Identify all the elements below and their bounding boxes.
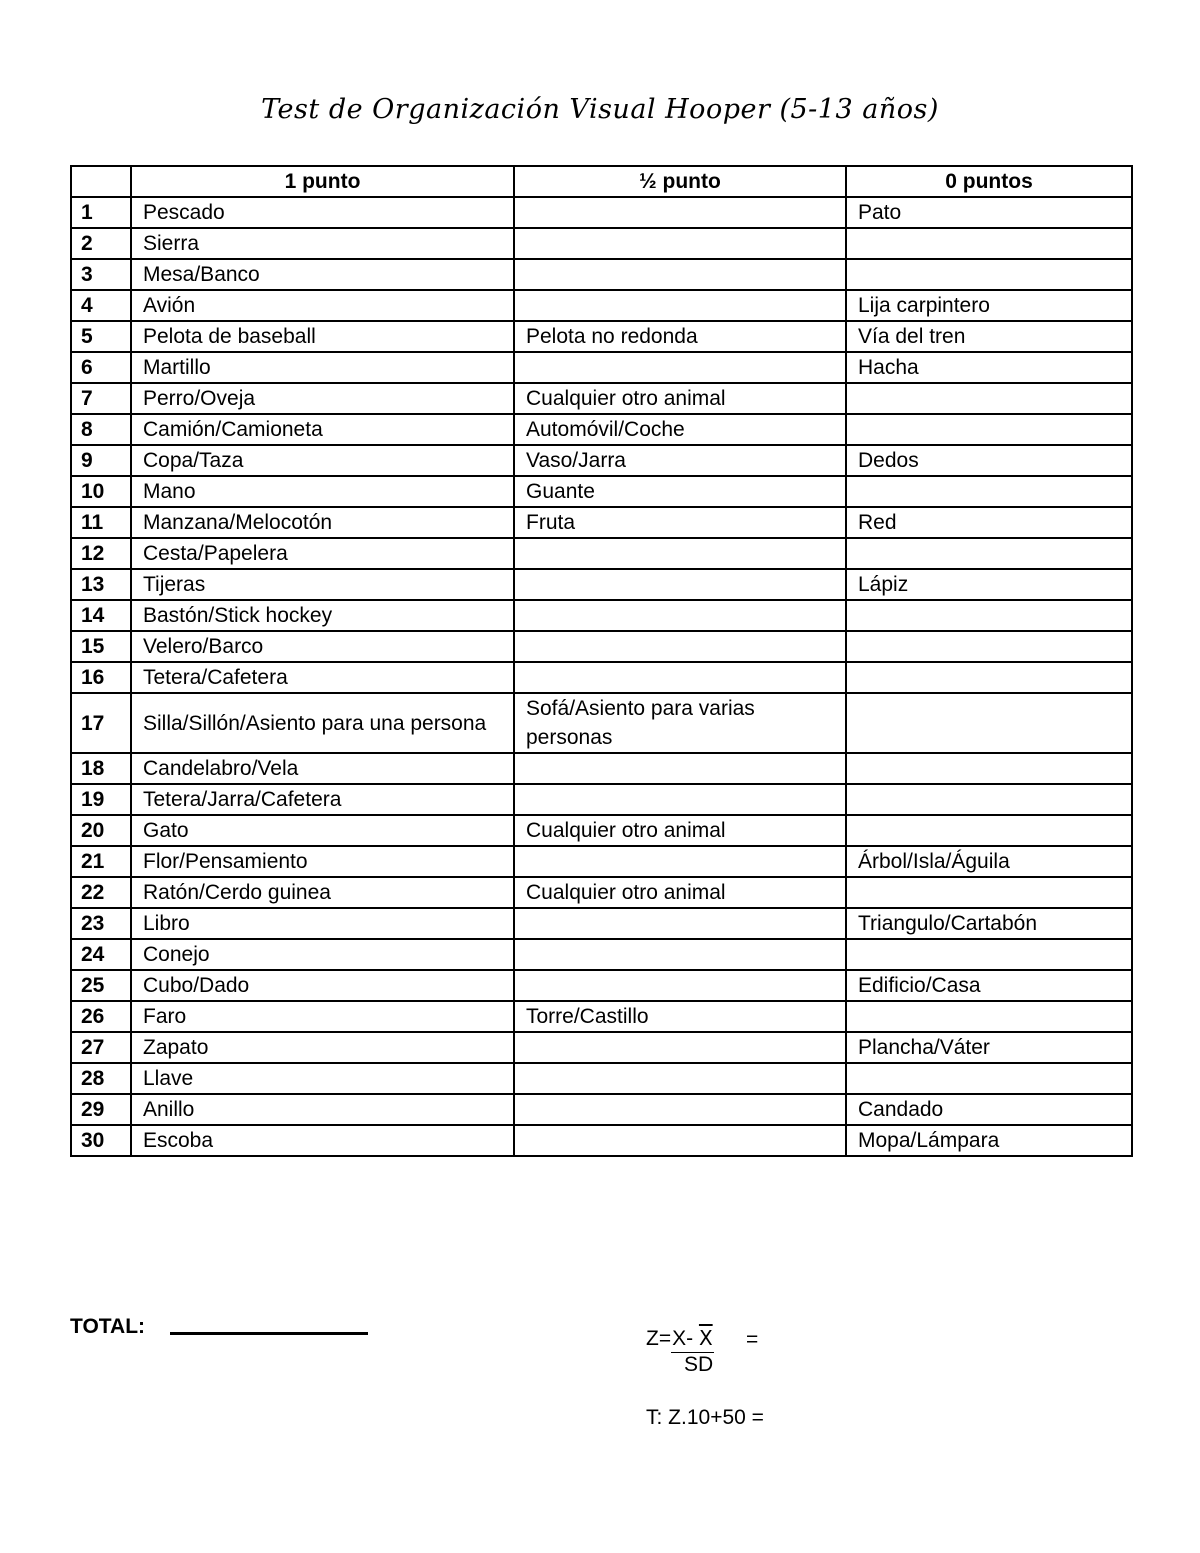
cell-zero-points bbox=[846, 662, 1132, 693]
row-number: 30 bbox=[71, 1125, 131, 1156]
cell-half-point bbox=[514, 753, 846, 784]
page-title: Test de Organización Visual Hooper (5-13 años) bbox=[261, 94, 939, 125]
cell-half-point bbox=[514, 939, 846, 970]
row-number: 23 bbox=[71, 908, 131, 939]
table-row bbox=[71, 1094, 1132, 1125]
cell-half-point bbox=[514, 538, 846, 569]
cell-one-point: Avión bbox=[131, 290, 514, 321]
z-numerator-mean: $\overline{X}$ bbox=[698, 1326, 713, 1350]
cell-zero-points bbox=[846, 383, 1132, 414]
cell-half-point: Torre/Castillo bbox=[514, 1001, 846, 1032]
cell-half-point: Guante bbox=[514, 476, 846, 507]
cell-zero-points bbox=[846, 693, 1132, 753]
cell-zero-points bbox=[846, 815, 1132, 846]
row-number: 2 bbox=[71, 228, 131, 259]
cell-half-point bbox=[514, 1125, 846, 1156]
cell-one-point: Zapato bbox=[131, 1032, 514, 1063]
cell-half-point bbox=[514, 569, 846, 600]
cell-half-point bbox=[514, 600, 846, 631]
cell-zero-points: Plancha/Váter bbox=[846, 1032, 1132, 1063]
table-row bbox=[71, 753, 1132, 784]
row-number: 10 bbox=[71, 476, 131, 507]
row-number: 14 bbox=[71, 600, 131, 631]
table-row bbox=[71, 228, 1132, 259]
row-number: 6 bbox=[71, 352, 131, 383]
cell-half-point: Cualquier otro animal bbox=[514, 877, 846, 908]
cell-one-point: Velero/Barco bbox=[131, 631, 514, 662]
table-row bbox=[71, 693, 1132, 753]
row-number: 22 bbox=[71, 877, 131, 908]
row-number: 29 bbox=[71, 1094, 131, 1125]
cell-zero-points: Triangulo/Cartabón bbox=[846, 908, 1132, 939]
header-number bbox=[71, 166, 131, 197]
table-row bbox=[71, 1063, 1132, 1094]
cell-zero-points: Pato bbox=[846, 197, 1132, 228]
cell-zero-points bbox=[846, 600, 1132, 631]
cell-zero-points: Vía del tren bbox=[846, 321, 1132, 352]
cell-half-point: Fruta bbox=[514, 507, 846, 538]
table-row bbox=[71, 846, 1132, 877]
cell-zero-points: Dedos bbox=[846, 445, 1132, 476]
cell-zero-points bbox=[846, 753, 1132, 784]
cell-one-point: Pescado bbox=[131, 197, 514, 228]
z-denominator: SD bbox=[684, 1353, 714, 1376]
table-row bbox=[71, 321, 1132, 352]
row-number: 9 bbox=[71, 445, 131, 476]
row-number: 27 bbox=[71, 1032, 131, 1063]
row-number: 7 bbox=[71, 383, 131, 414]
table-row bbox=[71, 970, 1132, 1001]
cell-one-point: Candelabro/Vela bbox=[131, 753, 514, 784]
table-header-row bbox=[71, 166, 1132, 197]
cell-one-point: Tetera/Jarra/Cafetera bbox=[131, 784, 514, 815]
table-row bbox=[71, 1032, 1132, 1063]
cell-half-point bbox=[514, 259, 846, 290]
total-label: TOTAL: bbox=[70, 1315, 146, 1338]
cell-zero-points bbox=[846, 259, 1132, 290]
cell-zero-points bbox=[846, 1063, 1132, 1094]
cell-one-point: Conejo bbox=[131, 939, 514, 970]
cell-half-point: Sofá/Asiento para varias personas bbox=[514, 693, 846, 753]
z-numerator-x: X- bbox=[672, 1327, 694, 1350]
row-number: 26 bbox=[71, 1001, 131, 1032]
table-row bbox=[71, 939, 1132, 970]
header-one-point: 1 punto bbox=[131, 166, 514, 197]
cell-zero-points: Lápiz bbox=[846, 569, 1132, 600]
cell-one-point: Libro bbox=[131, 908, 514, 939]
z-formula bbox=[646, 1326, 714, 1353]
cell-one-point: Gato bbox=[131, 815, 514, 846]
cell-one-point: Camión/Camioneta bbox=[131, 414, 514, 445]
table-row bbox=[71, 908, 1132, 939]
row-number: 4 bbox=[71, 290, 131, 321]
cell-zero-points: Árbol/Isla/Águila bbox=[846, 846, 1132, 877]
table-row bbox=[71, 600, 1132, 631]
row-number: 12 bbox=[71, 538, 131, 569]
row-number: 3 bbox=[71, 259, 131, 290]
cell-half-point bbox=[514, 1063, 846, 1094]
cell-half-point bbox=[514, 908, 846, 939]
cell-half-point bbox=[514, 228, 846, 259]
cell-one-point: Flor/Pensamiento bbox=[131, 846, 514, 877]
row-number: 25 bbox=[71, 970, 131, 1001]
cell-one-point: Escoba bbox=[131, 1125, 514, 1156]
cell-zero-points bbox=[846, 414, 1132, 445]
row-number: 11 bbox=[71, 507, 131, 538]
cell-one-point: Cubo/Dado bbox=[131, 970, 514, 1001]
row-number: 21 bbox=[71, 846, 131, 877]
cell-zero-points: Red bbox=[846, 507, 1132, 538]
cell-half-point bbox=[514, 1032, 846, 1063]
cell-one-point: Manzana/Melocotón bbox=[131, 507, 514, 538]
cell-one-point: Cesta/Papelera bbox=[131, 538, 514, 569]
row-number: 8 bbox=[71, 414, 131, 445]
table-row bbox=[71, 414, 1132, 445]
row-number: 24 bbox=[71, 939, 131, 970]
cell-half-point bbox=[514, 290, 846, 321]
cell-zero-points bbox=[846, 1001, 1132, 1032]
cell-half-point bbox=[514, 631, 846, 662]
row-number: 17 bbox=[71, 693, 131, 753]
z-prefix: Z= bbox=[646, 1327, 672, 1350]
cell-one-point: Martillo bbox=[131, 352, 514, 383]
cell-zero-points: Lija carpintero bbox=[846, 290, 1132, 321]
table-row bbox=[71, 476, 1132, 507]
cell-one-point: Tijeras bbox=[131, 569, 514, 600]
cell-zero-points bbox=[846, 228, 1132, 259]
cell-one-point: Perro/Oveja bbox=[131, 383, 514, 414]
header-zero-points: 0 puntos bbox=[846, 166, 1132, 197]
table-row bbox=[71, 1125, 1132, 1156]
table-row bbox=[71, 877, 1132, 908]
cell-one-point: Faro bbox=[131, 1001, 514, 1032]
table-row bbox=[71, 290, 1132, 321]
row-number: 18 bbox=[71, 753, 131, 784]
cell-zero-points bbox=[846, 631, 1132, 662]
cell-half-point: Automóvil/Coche bbox=[514, 414, 846, 445]
cell-half-point: Cualquier otro animal bbox=[514, 383, 846, 414]
cell-zero-points: Mopa/Lámpara bbox=[846, 1125, 1132, 1156]
cell-one-point: Bastón/Stick hockey bbox=[131, 600, 514, 631]
z-numerator bbox=[671, 1326, 714, 1353]
cell-one-point: Llave bbox=[131, 1063, 514, 1094]
cell-one-point: Sierra bbox=[131, 228, 514, 259]
row-number: 1 bbox=[71, 197, 131, 228]
cell-half-point bbox=[514, 352, 846, 383]
header-half-point: ½ punto bbox=[514, 166, 846, 197]
row-number: 19 bbox=[71, 784, 131, 815]
cell-zero-points bbox=[846, 476, 1132, 507]
scoring-table bbox=[70, 165, 1133, 1157]
row-number: 20 bbox=[71, 815, 131, 846]
cell-half-point: Cualquier otro animal bbox=[514, 815, 846, 846]
cell-half-point bbox=[514, 846, 846, 877]
cell-one-point: Copa/Taza bbox=[131, 445, 514, 476]
cell-one-point: Ratón/Cerdo guinea bbox=[131, 877, 514, 908]
cell-zero-points: Edificio/Casa bbox=[846, 970, 1132, 1001]
cell-one-point: Pelota de baseball bbox=[131, 321, 514, 352]
table-row bbox=[71, 445, 1132, 476]
cell-one-point: Anillo bbox=[131, 1094, 514, 1125]
table-row bbox=[71, 538, 1132, 569]
cell-zero-points bbox=[846, 784, 1132, 815]
cell-half-point bbox=[514, 784, 846, 815]
table-row bbox=[71, 569, 1132, 600]
cell-one-point: Mano bbox=[131, 476, 514, 507]
cell-half-point bbox=[514, 197, 846, 228]
table-row bbox=[71, 631, 1132, 662]
cell-half-point: Vaso/Jarra bbox=[514, 445, 846, 476]
table-row bbox=[71, 784, 1132, 815]
row-number: 5 bbox=[71, 321, 131, 352]
table-row bbox=[71, 507, 1132, 538]
cell-half-point bbox=[514, 970, 846, 1001]
t-formula: T: Z.10+50 = bbox=[646, 1406, 764, 1429]
table-row bbox=[71, 662, 1132, 693]
cell-zero-points: Candado bbox=[846, 1094, 1132, 1125]
table-row bbox=[71, 259, 1132, 290]
table-row bbox=[71, 197, 1132, 228]
table-row bbox=[71, 383, 1132, 414]
cell-one-point: Tetera/Cafetera bbox=[131, 662, 514, 693]
cell-zero-points: Hacha bbox=[846, 352, 1132, 383]
row-number: 15 bbox=[71, 631, 131, 662]
cell-half-point: Pelota no redonda bbox=[514, 321, 846, 352]
cell-zero-points bbox=[846, 939, 1132, 970]
cell-half-point bbox=[514, 662, 846, 693]
table-row bbox=[71, 352, 1132, 383]
z-equals: = bbox=[746, 1328, 759, 1351]
table-row bbox=[71, 1001, 1132, 1032]
row-number: 28 bbox=[71, 1063, 131, 1094]
cell-one-point: Mesa/Banco bbox=[131, 259, 514, 290]
cell-one-point: Silla/Sillón/Asiento para una persona bbox=[131, 693, 514, 753]
total-blank-line bbox=[170, 1332, 368, 1335]
cell-half-point bbox=[514, 1094, 846, 1125]
cell-zero-points bbox=[846, 877, 1132, 908]
row-number: 16 bbox=[71, 662, 131, 693]
cell-zero-points bbox=[846, 538, 1132, 569]
row-number: 13 bbox=[71, 569, 131, 600]
table-row bbox=[71, 815, 1132, 846]
